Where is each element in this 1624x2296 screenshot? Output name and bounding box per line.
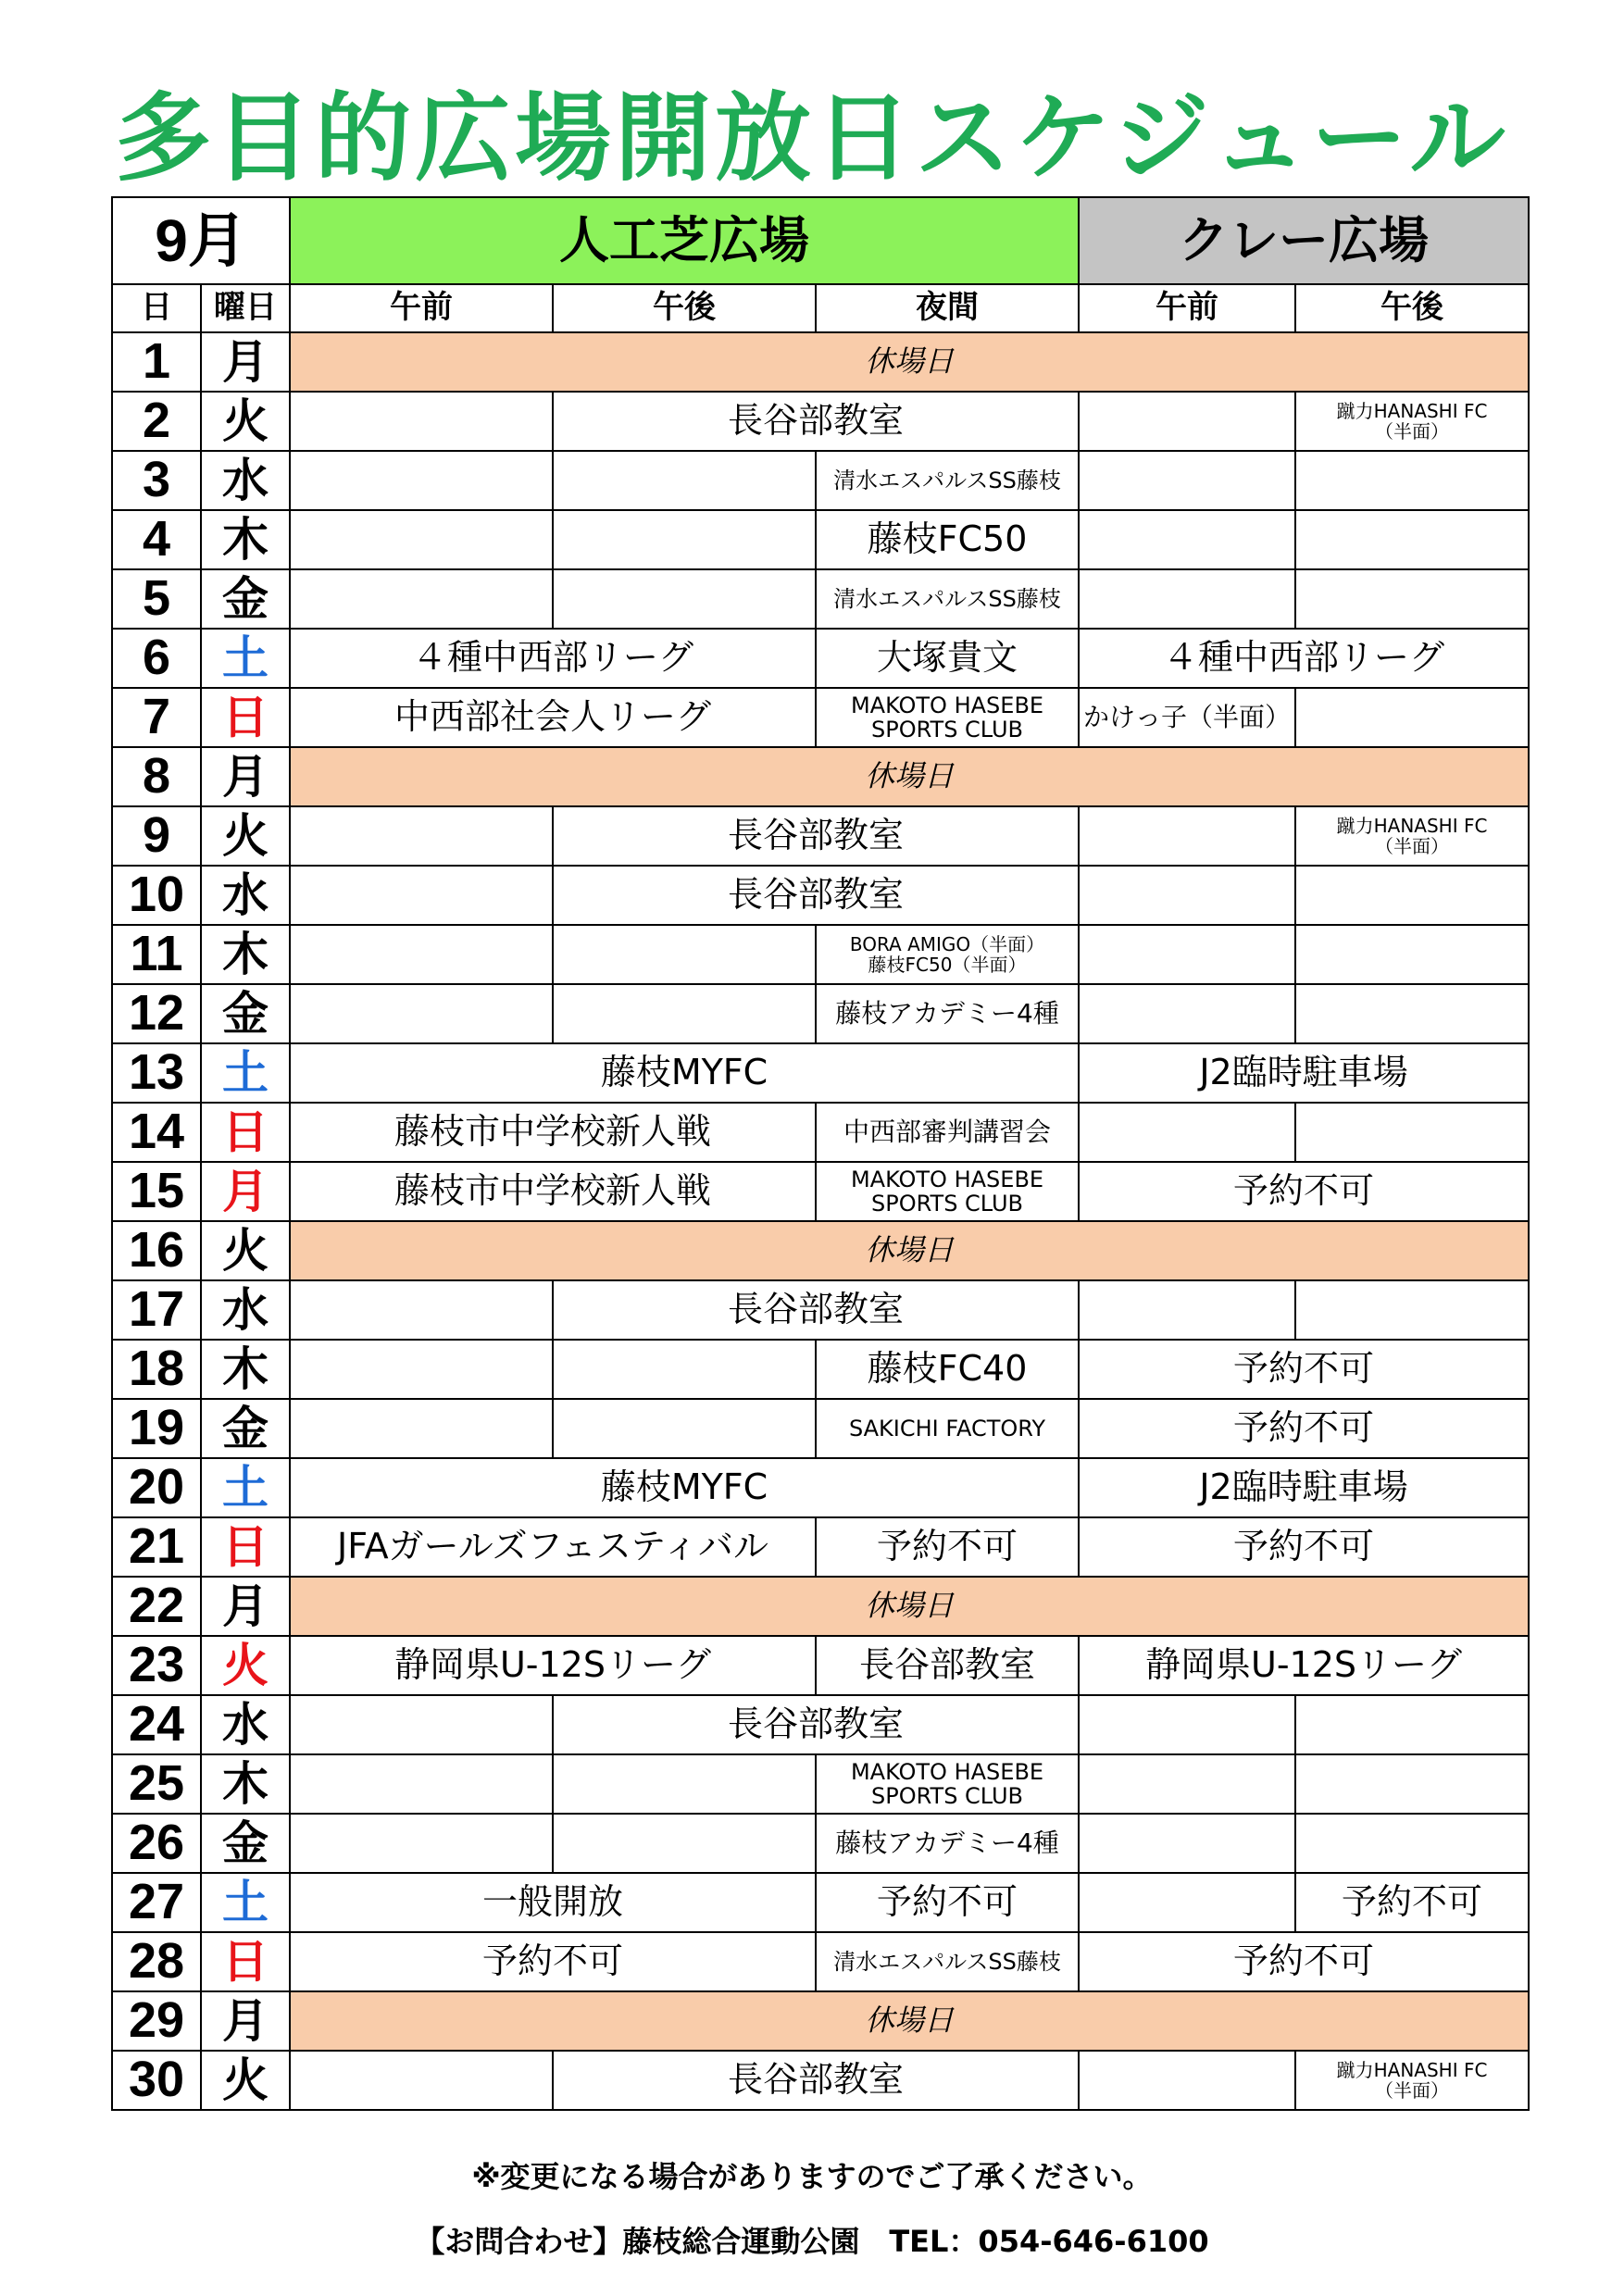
schedule-row bbox=[112, 332, 1529, 392]
schedule-row bbox=[112, 1280, 1529, 1340]
empty-cell bbox=[1295, 510, 1529, 569]
event-cell: BORA AMIGO（半面） 藤枝FC50（半面） bbox=[816, 925, 1079, 984]
page-title: 多目的広場開放日スケジュール bbox=[115, 81, 1509, 194]
empty-cell bbox=[553, 569, 816, 629]
event-cell: 清水エスパルスSS藤枝 bbox=[816, 451, 1079, 510]
empty-cell bbox=[290, 866, 553, 925]
schedule-row bbox=[112, 1103, 1529, 1162]
empty-cell bbox=[1079, 1754, 1295, 1814]
empty-cell bbox=[290, 925, 553, 984]
day-number: 29 bbox=[112, 1991, 201, 2051]
clay-header: クレー広場 bbox=[1079, 197, 1529, 284]
day-number: 23 bbox=[112, 1636, 201, 1695]
event-cell: 予約不可 bbox=[1079, 1932, 1529, 1991]
event-cell: 静岡県U-12Sリーグ bbox=[1079, 1636, 1529, 1695]
empty-cell bbox=[553, 925, 816, 984]
empty-cell bbox=[1079, 1103, 1295, 1162]
day-number: 27 bbox=[112, 1873, 201, 1932]
empty-cell bbox=[1079, 1695, 1295, 1754]
event-cell: 藤枝FC40 bbox=[816, 1340, 1079, 1399]
day-number: 6 bbox=[112, 629, 201, 688]
weekday: 木 bbox=[201, 1754, 290, 1814]
schedule-row bbox=[112, 1399, 1529, 1458]
empty-cell bbox=[290, 510, 553, 569]
event-cell: 長谷部教室 bbox=[553, 1280, 1079, 1340]
day-number: 16 bbox=[112, 1221, 201, 1280]
day-number: 10 bbox=[112, 866, 201, 925]
weekday: 火 bbox=[201, 392, 290, 451]
weekday: 日 bbox=[201, 688, 290, 747]
event-cell: JFAガールズフェスティバル bbox=[290, 1517, 816, 1577]
empty-cell bbox=[1079, 2051, 1295, 2110]
empty-cell bbox=[290, 984, 553, 1043]
day-number: 17 bbox=[112, 1280, 201, 1340]
schedule-row bbox=[112, 1695, 1529, 1754]
empty-cell bbox=[553, 1399, 816, 1458]
weekday: 土 bbox=[201, 1873, 290, 1932]
schedule-row bbox=[112, 2051, 1529, 2110]
event-cell: ４種中西部リーグ bbox=[1079, 629, 1529, 688]
schedule-row bbox=[112, 1873, 1529, 1932]
event-cell: 藤枝MYFC bbox=[290, 1043, 1079, 1103]
empty-cell bbox=[1079, 1873, 1295, 1932]
day-number: 7 bbox=[112, 688, 201, 747]
weekday: 木 bbox=[201, 1340, 290, 1399]
day-number: 14 bbox=[112, 1103, 201, 1162]
schedule-row bbox=[112, 925, 1529, 984]
day-number: 13 bbox=[112, 1043, 201, 1103]
weekday: 金 bbox=[201, 1814, 290, 1873]
clay-afternoon-header: 午後 bbox=[1295, 284, 1529, 332]
event-cell: 藤枝市中学校新人戦 bbox=[290, 1162, 816, 1221]
schedule-row bbox=[112, 1517, 1529, 1577]
day-number: 26 bbox=[112, 1814, 201, 1873]
weekday: 土 bbox=[201, 1043, 290, 1103]
event-cell: 静岡県U-12Sリーグ bbox=[290, 1636, 816, 1695]
weekday: 日 bbox=[201, 1103, 290, 1162]
weekday: 火 bbox=[201, 1221, 290, 1280]
day-column-header: 日 bbox=[112, 284, 201, 332]
event-cell: 中西部社会人リーグ bbox=[290, 688, 816, 747]
event-cell: 蹴力HANASHI FC （半面） bbox=[1295, 806, 1529, 866]
day-number: 28 bbox=[112, 1932, 201, 1991]
event-cell: 清水エスパルスSS藤枝 bbox=[816, 569, 1079, 629]
schedule-row bbox=[112, 1814, 1529, 1873]
weekday: 月 bbox=[201, 332, 290, 392]
day-number: 30 bbox=[112, 2051, 201, 2110]
event-cell: 予約不可 bbox=[1079, 1340, 1529, 1399]
weekday: 月 bbox=[201, 1162, 290, 1221]
schedule-table bbox=[111, 196, 1530, 2111]
weekday: 水 bbox=[201, 1695, 290, 1754]
event-cell: 藤枝市中学校新人戦 bbox=[290, 1103, 816, 1162]
schedule-row bbox=[112, 569, 1529, 629]
event-cell: 長谷部教室 bbox=[816, 1636, 1079, 1695]
weekday: 月 bbox=[201, 1991, 290, 2051]
empty-cell bbox=[553, 510, 816, 569]
weekday: 月 bbox=[201, 1577, 290, 1636]
closed-day-cell: 休場日 bbox=[290, 332, 1529, 392]
empty-cell bbox=[1295, 688, 1529, 747]
day-number: 22 bbox=[112, 1577, 201, 1636]
event-cell: 長谷部教室 bbox=[553, 2051, 1079, 2110]
event-cell: 清水エスパルスSS藤枝 bbox=[816, 1932, 1079, 1991]
empty-cell bbox=[553, 1754, 816, 1814]
day-number: 4 bbox=[112, 510, 201, 569]
empty-cell bbox=[290, 1695, 553, 1754]
day-number: 1 bbox=[112, 332, 201, 392]
event-cell: 長谷部教室 bbox=[553, 1695, 1079, 1754]
art-afternoon-header: 午後 bbox=[553, 284, 816, 332]
day-number: 9 bbox=[112, 806, 201, 866]
event-cell: J2臨時駐車場 bbox=[1079, 1043, 1529, 1103]
empty-cell bbox=[290, 1340, 553, 1399]
empty-cell bbox=[1079, 1814, 1295, 1873]
schedule-row bbox=[112, 1754, 1529, 1814]
event-cell: 中西部審判講習会 bbox=[816, 1103, 1079, 1162]
event-cell: 長谷部教室 bbox=[553, 806, 1079, 866]
schedule-row bbox=[112, 1162, 1529, 1221]
schedule-row bbox=[112, 1043, 1529, 1103]
weekday: 金 bbox=[201, 1399, 290, 1458]
empty-cell bbox=[1079, 510, 1295, 569]
schedule-row bbox=[112, 866, 1529, 925]
schedule-row bbox=[112, 1340, 1529, 1399]
art-night-header: 夜間 bbox=[816, 284, 1079, 332]
empty-cell bbox=[553, 1814, 816, 1873]
empty-cell bbox=[1079, 392, 1295, 451]
empty-cell bbox=[290, 392, 553, 451]
event-cell: 長谷部教室 bbox=[553, 866, 1079, 925]
empty-cell bbox=[1079, 451, 1295, 510]
closed-day-cell: 休場日 bbox=[290, 1991, 1529, 2051]
header-row bbox=[112, 197, 1529, 284]
empty-cell bbox=[1295, 451, 1529, 510]
day-number: 3 bbox=[112, 451, 201, 510]
empty-cell bbox=[1295, 569, 1529, 629]
event-cell: 藤枝アカデミー4種 bbox=[816, 1814, 1079, 1873]
empty-cell bbox=[1079, 569, 1295, 629]
day-number: 15 bbox=[112, 1162, 201, 1221]
empty-cell bbox=[290, 1280, 553, 1340]
empty-cell bbox=[1079, 925, 1295, 984]
empty-cell bbox=[1295, 1754, 1529, 1814]
schedule-row bbox=[112, 1458, 1529, 1517]
weekday: 月 bbox=[201, 747, 290, 806]
schedule-row bbox=[112, 510, 1529, 569]
day-number: 5 bbox=[112, 569, 201, 629]
schedule-row bbox=[112, 1577, 1529, 1636]
weekday: 日 bbox=[201, 1517, 290, 1577]
schedule-row bbox=[112, 629, 1529, 688]
art-morning-header: 午前 bbox=[290, 284, 553, 332]
empty-cell bbox=[1295, 1103, 1529, 1162]
change-notice: ※変更になる場合がありますのでご了承ください。 bbox=[471, 2159, 1153, 2194]
empty-cell bbox=[290, 1399, 553, 1458]
artificial-turf-header: 人工芝広場 bbox=[290, 197, 1079, 284]
empty-cell bbox=[1079, 806, 1295, 866]
weekday: 水 bbox=[201, 1280, 290, 1340]
empty-cell bbox=[1079, 866, 1295, 925]
closed-day-cell: 休場日 bbox=[290, 1221, 1529, 1280]
weekday: 金 bbox=[201, 984, 290, 1043]
event-cell: ４種中西部リーグ bbox=[290, 629, 816, 688]
schedule-row bbox=[112, 747, 1529, 806]
event-cell: 予約不可 bbox=[1079, 1162, 1529, 1221]
day-number: 11 bbox=[112, 925, 201, 984]
event-cell: 蹴力HANASHI FC （半面） bbox=[1295, 392, 1529, 451]
event-cell: SAKICHI FACTORY bbox=[816, 1399, 1079, 1458]
empty-cell bbox=[290, 1754, 553, 1814]
weekday: 火 bbox=[201, 806, 290, 866]
event-cell: 藤枝FC50 bbox=[816, 510, 1079, 569]
day-number: 25 bbox=[112, 1754, 201, 1814]
event-cell: 予約不可 bbox=[816, 1873, 1079, 1932]
empty-cell bbox=[553, 451, 816, 510]
schedule-row bbox=[112, 451, 1529, 510]
event-cell: 大塚貴文 bbox=[816, 629, 1079, 688]
event-cell: 予約不可 bbox=[816, 1517, 1079, 1577]
closed-day-cell: 休場日 bbox=[290, 747, 1529, 806]
empty-cell bbox=[290, 451, 553, 510]
empty-cell bbox=[1079, 1280, 1295, 1340]
empty-cell bbox=[290, 806, 553, 866]
day-number: 2 bbox=[112, 392, 201, 451]
schedule-row bbox=[112, 1636, 1529, 1695]
empty-cell bbox=[1295, 984, 1529, 1043]
event-cell: かけっ子（半面） bbox=[1079, 688, 1295, 747]
event-cell: 藤枝アカデミー4種 bbox=[816, 984, 1079, 1043]
event-cell: 一般開放 bbox=[290, 1873, 816, 1932]
empty-cell bbox=[1295, 1814, 1529, 1873]
day-number: 12 bbox=[112, 984, 201, 1043]
day-number: 20 bbox=[112, 1458, 201, 1517]
event-cell: 藤枝MYFC bbox=[290, 1458, 1079, 1517]
schedule-row bbox=[112, 688, 1529, 747]
event-cell: MAKOTO HASEBE SPORTS CLUB bbox=[816, 1754, 1079, 1814]
weekday: 木 bbox=[201, 510, 290, 569]
schedule-row bbox=[112, 806, 1529, 866]
day-number: 21 bbox=[112, 1517, 201, 1577]
month-label: 9月 bbox=[112, 197, 290, 284]
event-cell: MAKOTO HASEBE SPORTS CLUB bbox=[816, 688, 1079, 747]
weekday: 日 bbox=[201, 1932, 290, 1991]
empty-cell bbox=[553, 984, 816, 1043]
schedule-row bbox=[112, 1932, 1529, 1991]
weekday: 水 bbox=[201, 451, 290, 510]
weekday: 土 bbox=[201, 629, 290, 688]
empty-cell bbox=[290, 2051, 553, 2110]
clay-morning-header: 午前 bbox=[1079, 284, 1295, 332]
event-cell: J2臨時駐車場 bbox=[1079, 1458, 1529, 1517]
event-cell: MAKOTO HASEBE SPORTS CLUB bbox=[816, 1162, 1079, 1221]
schedule-row bbox=[112, 984, 1529, 1043]
empty-cell bbox=[1295, 1280, 1529, 1340]
event-cell: 予約不可 bbox=[1295, 1873, 1529, 1932]
schedule-row bbox=[112, 392, 1529, 451]
weekday: 土 bbox=[201, 1458, 290, 1517]
event-cell: 予約不可 bbox=[1079, 1517, 1529, 1577]
weekday: 水 bbox=[201, 866, 290, 925]
event-cell: 長谷部教室 bbox=[553, 392, 1079, 451]
empty-cell bbox=[1079, 984, 1295, 1043]
empty-cell bbox=[290, 569, 553, 629]
day-number: 8 bbox=[112, 747, 201, 806]
day-number: 19 bbox=[112, 1399, 201, 1458]
contact-info: 【お問合わせ】藤枝総合運動公園 TEL：054-646-6100 bbox=[415, 2224, 1209, 2259]
event-cell: 予約不可 bbox=[290, 1932, 816, 1991]
weekday: 木 bbox=[201, 925, 290, 984]
closed-day-cell: 休場日 bbox=[290, 1577, 1529, 1636]
event-cell: 蹴力HANASHI FC （半面） bbox=[1295, 2051, 1529, 2110]
event-cell: 予約不可 bbox=[1079, 1399, 1529, 1458]
empty-cell bbox=[553, 1340, 816, 1399]
empty-cell bbox=[1295, 866, 1529, 925]
weekday: 火 bbox=[201, 1636, 290, 1695]
subheader-row bbox=[112, 284, 1529, 332]
weekday: 金 bbox=[201, 569, 290, 629]
empty-cell bbox=[1295, 1695, 1529, 1754]
weekday: 火 bbox=[201, 2051, 290, 2110]
empty-cell bbox=[290, 1814, 553, 1873]
weekday-column-header: 曜日 bbox=[201, 284, 290, 332]
day-number: 24 bbox=[112, 1695, 201, 1754]
empty-cell bbox=[1295, 925, 1529, 984]
day-number: 18 bbox=[112, 1340, 201, 1399]
schedule-row bbox=[112, 1991, 1529, 2051]
schedule-row bbox=[112, 1221, 1529, 1280]
